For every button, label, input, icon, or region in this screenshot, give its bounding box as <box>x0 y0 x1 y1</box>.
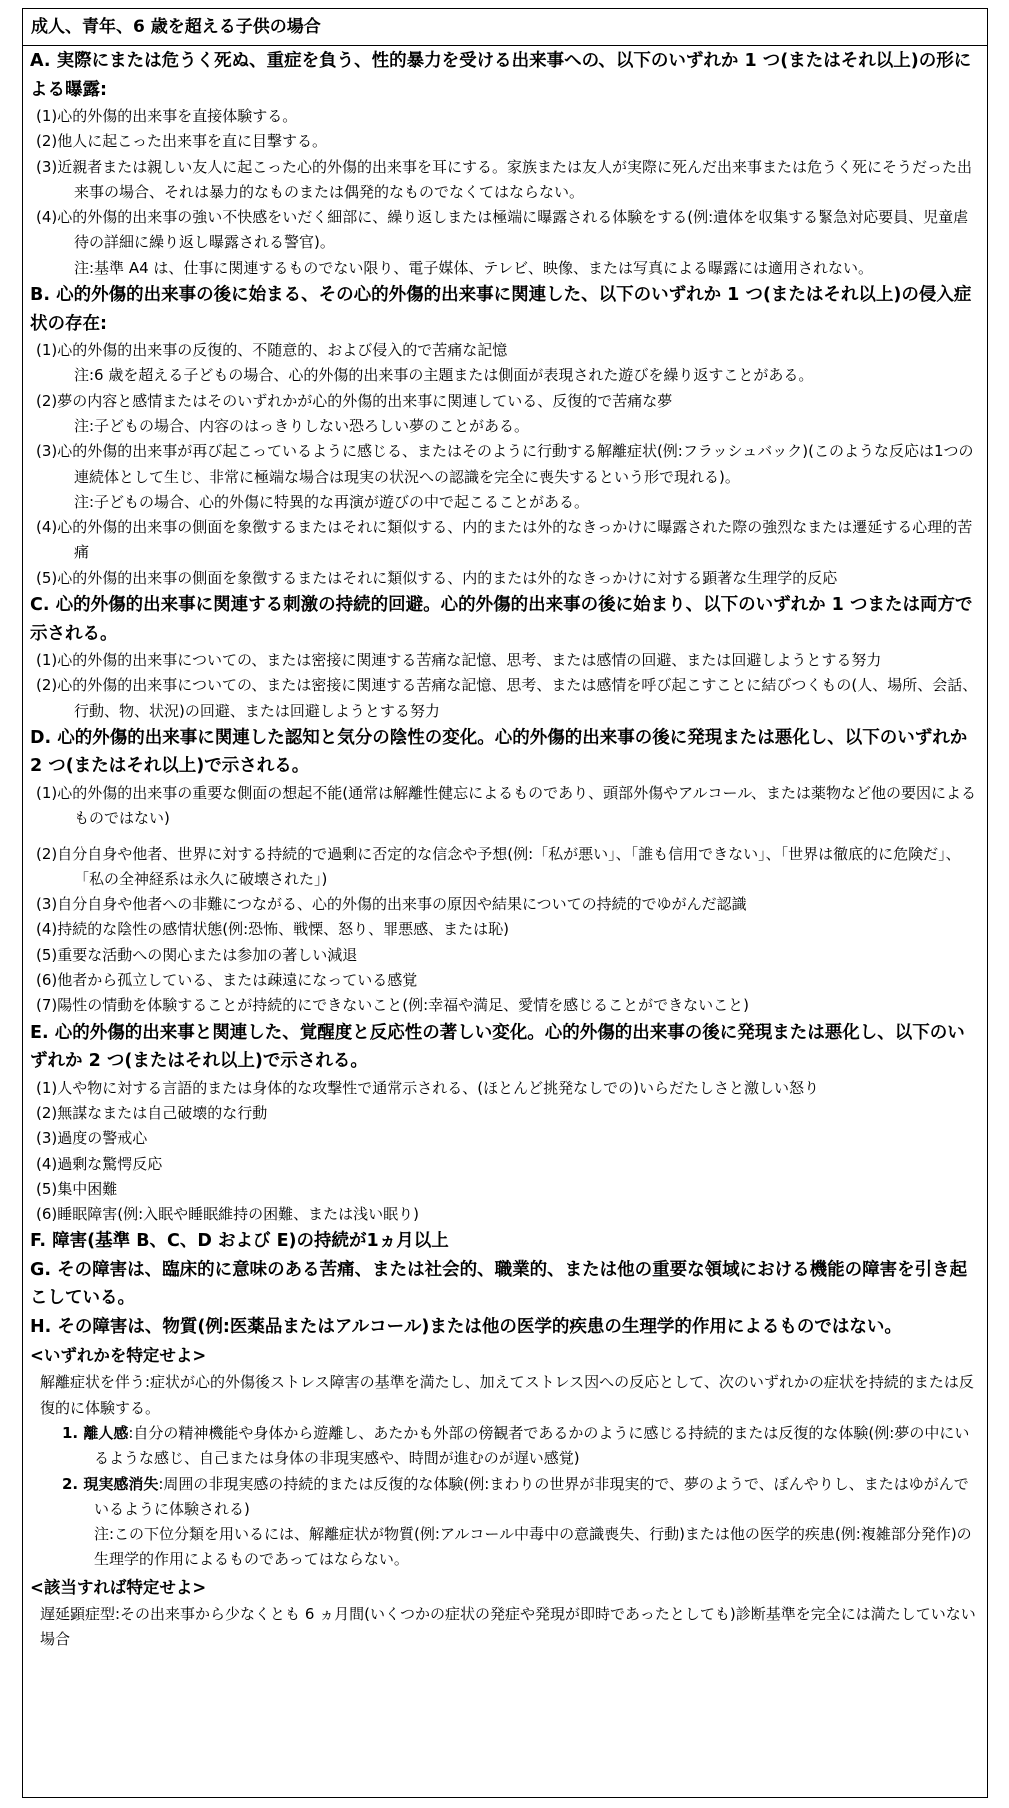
criterion-b-note: 注:6 歳を超える子どもの場合、心的外傷的出来事の主題または側面が表現された遊びを繰り返すことがある。 <box>74 366 814 385</box>
criterion-b-item: (3)心的外傷的出来事が再び起こっているように感じる、またはそのように行動する解離症状(例:フラッシュバック)(このような反応は1つの連続体として生じ、非常に極端な場合は現実の状況への認識を完全に喪失するという形で現れる)。 <box>36 442 974 486</box>
criterion-a-note: 注:基準 A4 は、仕事に関連するものでない限り、電子媒体、テレビ、映像、または写真による曝露には適用されない。 <box>74 258 873 277</box>
criterion-c-item: (2)心的外傷的出来事についての、または密接に関連する苦痛な記憶、思考、または感情を呼び起こすことに結びつくもの(人、場所、会話、行動、物、状況)の回避、または回避しようとする努力 <box>36 676 978 720</box>
criterion-e-item: (2)無謀なまたは自己破壊的な行動 <box>36 1103 268 1122</box>
criterion-b-note: 注:子どもの場合、心的外傷に特異的な再演が遊びの中で起こることがある。 <box>74 492 590 511</box>
criterion-h: H. その障害は、物質(例:医薬品またはアルコール)または他の医学的疾患の生理学的作用によるものではない。 <box>30 1316 902 1337</box>
criteria-document <box>22 8 988 1798</box>
criterion-d-item: (4)持続的な陰性の感情状態(例:恐怖、戦慄、怒り、罪悪感、または恥) <box>36 920 510 939</box>
criterion-e-item: (6)睡眠障害(例:入眠や睡眠維持の困難、または浅い眠り) <box>36 1205 420 1224</box>
criterion-e-item: (1)人や物に対する言語的または身体的な攻撃性で通常示される、(ほとんど挑発なしでの)いらだたしさと激しい怒り <box>36 1078 819 1097</box>
criterion-d-item: (1)心的外傷的出来事の重要な側面の想起不能(通常は解離性健忘によるものであり、頭部外傷やアルコール、または薬物など他の要因によるものではない) <box>36 783 977 828</box>
dissociative-note: 注:この下位分類を用いるには、解離症状が物質(例:アルコール中毒中の意識喪失、行動)または他の医学的疾患(例:複雑部分発作)の生理学的作用によるものであってはならない。 <box>94 1525 972 1569</box>
criterion-b-note: 注:子どもの場合、内容のはっきりしない恐ろしい夢のことがある。 <box>74 416 530 435</box>
criterion-b-item: (1)心的外傷的出来事の反復的、不随意的、および侵入的で苦痛な記憶 <box>36 341 508 360</box>
delayed-expression-specifier: 遅延顕症型:その出来事から少なくとも 6 ヵ月間(いくつかの症状の発症や発現が即時であったとしても)診断基準を完全には満たしていない場合 <box>40 1604 976 1649</box>
depersonalization-item <box>30 1421 980 1472</box>
criterion-f: F. 障害(基準 B、C、D および E)の持続が1ヵ月以上 <box>30 1231 449 1252</box>
criterion-e-item: (4)過剰な驚愕反応 <box>36 1154 163 1173</box>
depersonalization-text: :自分の精神機能や身体から遊離し、あたかも外部の傍観者であるかのように感じる持続的または反復的な体験(例:夢の中にいるような感じ、自己または身体の非現実感や、時間が進むのが遅い感覚) <box>94 1423 970 1468</box>
criterion-a-item: (1)心的外傷的出来事を直接体験する。 <box>36 107 298 125</box>
criterion-e-heading: E. 心的外傷的出来事と関連した、覚醒度と反応性の著しい変化。心的外傷的出来事の後に発現または悪化し、以下のいずれか 2 つ(またはそれ以上)で示される。 <box>30 1022 965 1072</box>
criterion-a-item: (4)心的外傷的出来事の強い不快感をいだく細部に、繰り返しまたは極端に曝露される体験をする(例:遺体を収集する緊急対応要員、児童虐待の詳細に繰り返し曝露される警官)。 <box>36 208 969 252</box>
specifier-heading: <いずれかを特定せよ> <box>30 1346 207 1366</box>
criterion-d-heading: D. 心的外傷的出来事に関連した認知と気分の陰性の変化。心的外傷的出来事の後に発現または悪化し、以下のいずれか 2 つ(またはそれ以上)で示される。 <box>30 727 968 777</box>
criterion-g: G. その障害は、臨床的に意味のある苦痛、または社会的、職業的、または他の重要な領域における機能の障害を引き起こしている。 <box>30 1259 968 1309</box>
criterion-e-item: (3)過度の警戒心 <box>36 1129 148 1148</box>
derealization-text: :周囲の非現実感の持続的または反復的な体験(例:まわりの世界が非現実的で、夢のようで、ぼんやりし、またはゆがんでいるように体験される) <box>94 1474 969 1518</box>
criterion-d-item: (6)他者から孤立している、または疎遠になっている感覚 <box>36 971 418 990</box>
table-title: 成人、青年、6 歳を超える子供の場合 <box>23 9 987 46</box>
criterion-b-item: (4)心的外傷的出来事の側面を象徴するまたはそれに類似する、内的または外的なきっかけに曝露された際の強烈なまたは遷延する心理的苦痛 <box>36 518 973 562</box>
derealization-item <box>30 1472 980 1523</box>
criterion-a-item: (3)近親者または親しい友人に起こった心的外傷的出来事を耳にする。家族または友人が実際に死んだ出来事または危うく死にそうだった出来事の場合、それは暴力的なものまたは偶発的なものでなくてはならない。 <box>36 157 972 201</box>
criterion-d-item: (5)重要な活動への関心または参加の著しい減退 <box>36 945 358 964</box>
depersonalization-label: 1. 離人感 <box>62 1423 129 1442</box>
criterion-a-heading: A. 実際にまたは危うく死ぬ、重症を負う、性的暴力を受ける出来事への、以下のいずれか 1 つ(またはそれ以上)の形による曝露: <box>30 51 972 100</box>
dissociative-specifier-intro: 解離症状を伴う:症状が心的外傷後ストレス障害の基準を満たし、加えてストレス因への反応として、次のいずれかの症状を持続的または反復的に体験する。 <box>40 1373 974 1417</box>
criterion-c-item: (1)心的外傷的出来事についての、または密接に関連する苦痛な記憶、思考、または感情の回避、または回避しようとする努力 <box>36 651 882 670</box>
criterion-d-item: (2)自分自身や他者、世界に対する持続的で過剰に否定的な信念や予想(例:「私が悪い」、「誰も信用できない」、「世界は徹底的に危険だ」、「私の全神経系は永久に破壊された」) <box>36 844 961 888</box>
criterion-c-heading: C. 心的外傷的出来事に関連する刺激の持続的回避。心的外傷的出来事の後に始まり、以下のいずれか 1 つまたは両方で示される。 <box>30 595 973 644</box>
criteria-body <box>23 46 987 1652</box>
derealization-label: 2. 現実感消失 <box>62 1474 159 1493</box>
criterion-a-item: (2)他人に起こった出来事を直に目撃する。 <box>36 132 327 151</box>
criterion-b-heading: B. 心的外傷的出来事の後に始まる、その心的外傷的出来事に関連した、以下のいずれか 1 つ(またはそれ以上)の侵入症状の存在: <box>30 285 972 334</box>
criterion-b-item: (5)心的外傷的出来事の側面を象徴するまたはそれに類似する、内的または外的なきっかけに対する顕著な生理学的反応 <box>36 568 838 587</box>
criterion-d-item: (3)自分自身や他者への非難につながる、心的外傷的出来事の原因や結果についての持続的でゆがんだ認識 <box>36 895 747 914</box>
specifier-heading: <該当すれば特定せよ> <box>30 1577 207 1597</box>
criterion-e-item: (5)集中困難 <box>36 1179 118 1198</box>
criterion-b-item: (2)夢の内容と感情またはそのいずれかが心的外傷的出来事に関連している、反復的で苦痛な夢 <box>36 391 673 410</box>
criterion-d-item: (7)陽性の情動を体験することが持続的にできないこと(例:幸福や満足、愛情を感じることができないこと) <box>36 996 750 1015</box>
